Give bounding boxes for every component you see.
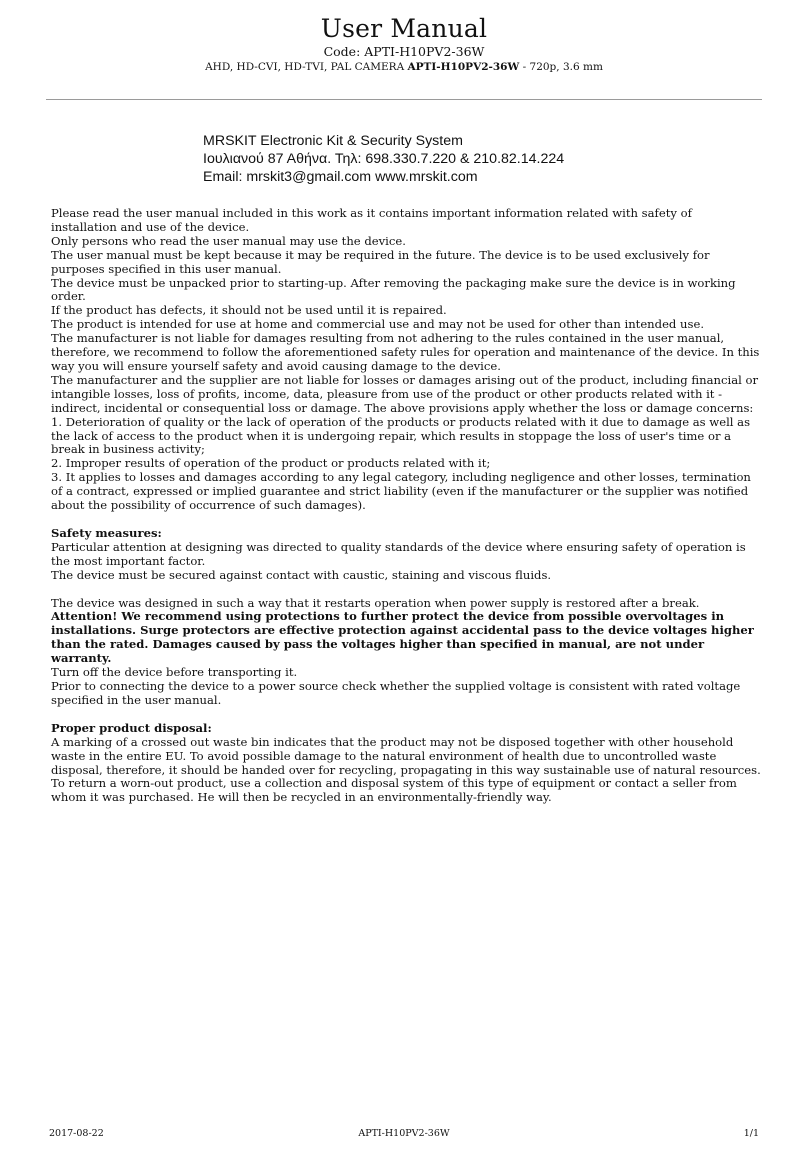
header-divider xyxy=(46,99,762,100)
intro-list-item: 1. Deterioration of quality or the lack of operation of the products or products related with it due to damage as well as the lack of access to the product when it is undergoing repair, which results in stoppage the loss of user's time or a break in business activity; xyxy=(51,414,751,457)
spacer xyxy=(51,708,761,722)
intro-paragraph: The product is intended for use at home and commercial use and may not be used for other than intended use. xyxy=(51,317,705,332)
disposal-heading: Proper product disposal: xyxy=(51,720,212,735)
intro-paragraph: The device must be unpacked prior to starting-up. After removing the packaging make sure the device is in working order. xyxy=(51,275,736,304)
product-subtitle xyxy=(0,60,808,74)
intro-paragraph: If the product has defects, it should not be used until it is repaired. xyxy=(51,303,447,318)
intro-list-item: 3. It applies to losses and damages according to any legal category, including negligence and other losses, termination of a contract, expressed or implied guarantee and strict liability (even if the manufacturer or the supplier was notified about the possibility of occurrence of such damages). xyxy=(51,470,751,513)
document-header xyxy=(0,14,808,74)
company-contact: Email: mrskit3@gmail.com www.mrskit.com xyxy=(203,169,478,185)
subtitle-prefix: AHD, HD-CVI, HD-TVI, PAL CAMERA xyxy=(205,61,408,73)
company-info xyxy=(203,132,564,186)
safety-paragraph: The device must be secured against contact with caustic, staining and viscous fluids. xyxy=(51,567,552,582)
intro-paragraph: Only persons who read the user manual may use the device. xyxy=(51,233,406,248)
spacer xyxy=(51,513,761,527)
subtitle-model: APTI-H10PV2-36W xyxy=(407,61,520,73)
intro-paragraph: Please read the user manual included in this work as it contains important information related with safety of installation and use of the device. xyxy=(51,206,692,234)
safety-paragraph: Particular attention at designing was directed to quality standards of the device where ensuring safety of operation is the most important factor. xyxy=(51,539,746,568)
manual-body xyxy=(51,207,761,805)
intro-paragraph: The user manual must be kept because it may be required in the future. The device is to be used exclusively for purposes specified in this user manual. xyxy=(51,247,710,276)
document-title: User Manual xyxy=(320,14,488,43)
footer-model: APTI-H10PV2-36W xyxy=(358,1128,450,1139)
footer-page-number: 1/1 xyxy=(743,1128,759,1139)
intro-list-item: 2. Improper results of operation of the product or products related with it; xyxy=(51,456,491,471)
company-name: MRSKIT Electronic Kit & Security System xyxy=(203,133,463,149)
disposal-paragraph: To return a worn-out product, use a collection and disposal system of this type of equipment or contact a seller from whom it was purchased. He will then be recycled in an environmentally-friendly way. xyxy=(51,776,737,805)
subtitle-suffix: - 720p, 3.6 mm xyxy=(519,61,603,73)
intro-paragraph: The manufacturer is not liable for damages resulting from not adhering to the rules contained in the user manual, therefore, we recommend to follow the aforementioned safety rules for operation and maintenance of the device. In this way you will ensure yourself safety and avoid causing damage to the device. xyxy=(51,331,760,373)
company-address: Ιουλιανού 87 Αθήνα. Τηλ: 698.330.7.220 & 210.82.14.224 xyxy=(203,151,565,167)
attention-notice: Attention! We recommend using protections to further protect the device from possible overvoltages in installations. Surge protectors are effective protection against accidental pass to the device voltages higher than the rated. Damages caused by pass the voltages higher than specified in manual, are not under warranty. xyxy=(51,609,754,666)
spacer xyxy=(51,583,761,597)
intro-paragraph: The manufacturer and the supplier are not liable for losses or damages arising out of the product, including financial or intangible losses, loss of profits, income, data, pleasure from use of the product or other products related with it - indirect, incidental or consequential loss or damage. The above provisions apply whether the loss or damage concerns: xyxy=(51,372,759,415)
disposal-paragraph: A marking of a crossed out waste bin indicates that the product may not be disposed together with other household waste in the entire EU. To avoid possible damage to the natural environment of health due to uncontrolled waste disposal, therefore, it should be handed over for recycling, propagating in this way sustainable use of natural resources. xyxy=(51,734,761,777)
footer-date: 2017-08-22 xyxy=(49,1128,104,1139)
safety-paragraph: Prior to connecting the device to a power source check whether the supplied voltage is consistent with rated voltage specified in the user manual. xyxy=(51,679,741,707)
product-code: Code: APTI-H10PV2-36W xyxy=(323,44,485,59)
safety-heading: Safety measures: xyxy=(51,525,162,540)
safety-paragraph: The device was designed in such a way that it restarts operation when power supply is restored after a break. xyxy=(51,595,700,610)
safety-paragraph: Turn off the device before transporting it. xyxy=(51,665,298,680)
